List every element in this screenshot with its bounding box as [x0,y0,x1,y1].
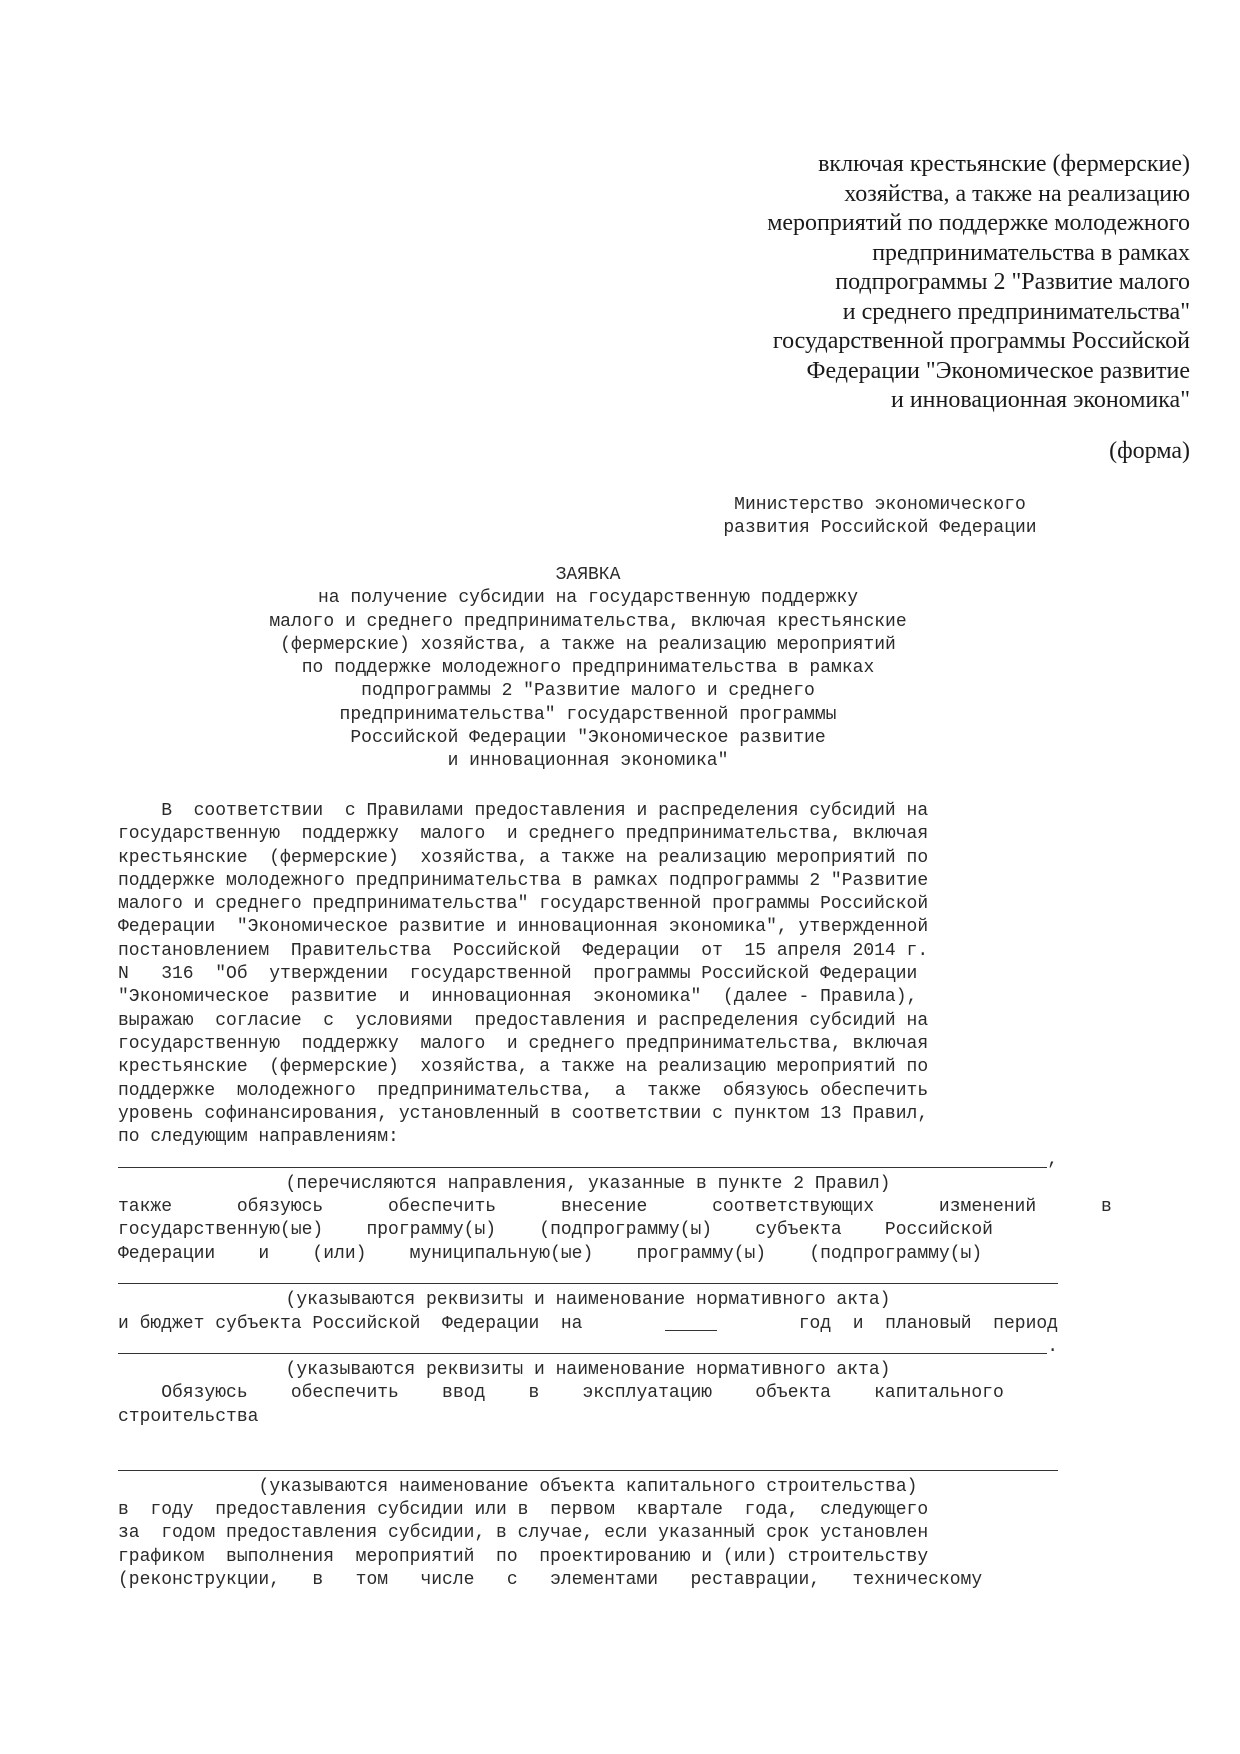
body-line: выражаю согласие с условиями предоставления и распределения субсидий на [118,1010,929,1031]
title-heading: ЗАЯВКА [555,565,621,585]
regional-act-field[interactable] [118,1266,1058,1289]
field-caption: (перечисляются направления, указанные в пункте 2 Правил) [285,1173,891,1194]
directions-suffix: , [1047,1150,1058,1171]
budget-act-suffix: . [1047,1336,1058,1357]
addressee-line-1: Министерство экономического [734,495,1026,515]
body-line: государственную(ые) программу(ы) (подпрограмму(ы) субъекта Российской [118,1220,993,1241]
title-line: предпринимательства" государственной программы [339,704,837,725]
header-line: Федерации "Экономическое развитие [806,357,1190,384]
addressee-line-2: развития Российской Федерации [723,518,1037,539]
header-line: и среднего предпринимательства" [842,298,1190,325]
budget-text-after: год и плановый период [798,1313,1058,1334]
form-label: (форма) [1109,438,1190,464]
budget-text-before: и бюджет субъекта Российской Федерации на [118,1313,583,1334]
header-line: предпринимательства в рамках [872,239,1190,266]
header-line: включая крестьянские (фермерские) [818,151,1190,177]
budget-act-blank[interactable] [118,1353,1047,1354]
field-caption: (указываются реквизиты и наименование нормативного акта) [285,1360,891,1381]
body-line: крестьянские (фермерские) хозяйства, а также на реализацию мероприятий по [118,847,929,868]
body-line: В соответствии с Правилами предоставления и распределения субсидий на [118,801,929,821]
budget-line [118,1313,1058,1336]
header-line: мероприятий по поддержке молодежного [767,210,1190,236]
body-line: по следующим направлениям: [118,1127,399,1148]
body-line: Федерации "Экономическое развитие и инновационная экономика", утвержденной [118,917,929,938]
header-line: государственной программы Российской [772,328,1190,354]
body-line: (реконструкции, в том числе с элементами реставрации, техническому [118,1569,983,1590]
body-line: поддержке молодежного предпринимательства, а также обязуюсь обеспечить [118,1080,929,1101]
header-line: хозяйства, а также на реализацию [844,180,1190,207]
header-block [640,150,1190,416]
title-line: по поддержке молодежного предпринимательства в рамках [301,658,875,679]
title-line: и инновационная экономика" [447,751,729,772]
body-line: строительства [118,1406,259,1427]
field-caption: (указываются наименование объекта капитального строительства) [258,1476,918,1497]
body-line: также обязуюсь обеспечить внесение соответствующих изменений в [118,1197,1112,1218]
title-line: (фермерские) хозяйства, а также на реализацию мероприятий [280,634,896,655]
body-line: поддержке молодежного предпринимательства в рамках подпрограммы 2 "Развитие [118,870,929,891]
body-line: государственную поддержку малого и среднего предпринимательства, включая [118,824,929,845]
body-line: уровень софинансирования, установленный в соответствии с пунктом 13 Правил, [118,1103,929,1124]
title-line: Российской Федерации "Экономическое развитие [350,728,826,749]
body-line: графиком выполнения мероприятий по проектированию и (или) строительству [118,1546,929,1567]
field-caption: (указываются реквизиты и наименование нормативного акта) [285,1290,891,1311]
title-line: подпрограммы 2 "Развитие малого и среднего [361,681,815,702]
body-line: "Экономическое развитие и инновационная экономика" (далее - Правила), [118,987,918,1008]
header-line: подпрограммы 2 "Развитие малого [835,269,1190,295]
construction-object-field[interactable] [118,1452,1058,1475]
body-line: государственную поддержку малого и среднего предпринимательства, включая [118,1033,929,1054]
regional-act-blank[interactable] [118,1283,1058,1284]
body-line: за годом предоставления субсидии, в случае, если указанный срок установлен [118,1523,929,1544]
title-line: малого и среднего предпринимательства, включая крестьянские [269,611,907,632]
budget-act-field[interactable] [118,1336,1058,1359]
title-line: на получение субсидии на государственную поддержку [317,588,859,609]
addressee [690,494,1070,541]
body-line: N 316 "Об утверждении государственной программы Российской Федерации [118,964,918,985]
application-body [118,800,1112,1592]
document-title [118,564,1058,774]
body-line: в году предоставления субсидии или в первом квартале года, следующего [118,1499,929,1520]
blank-line [118,1429,1058,1452]
construction-object-blank[interactable] [118,1470,1058,1471]
body-line: крестьянские (фермерские) хозяйства, а также на реализацию мероприятий по [118,1057,929,1078]
directions-blank[interactable] [118,1167,1047,1168]
body-line: Обязуюсь обеспечить ввод в эксплуатацию объекта капитального [118,1383,1004,1404]
body-line: малого и среднего предпринимательства" государственной программы Российской [118,894,929,915]
directions-field[interactable] [118,1149,1058,1172]
body-line: Федерации и (или) муниципальную(ые) программу(ы) (подпрограмму(ы) [118,1243,983,1264]
body-line: постановлением Правительства Российской Федерации от 15 апреля 2014 г. [118,940,929,961]
header-line: и инновационная экономика" [890,387,1190,413]
budget-year-blank[interactable] [665,1313,717,1331]
